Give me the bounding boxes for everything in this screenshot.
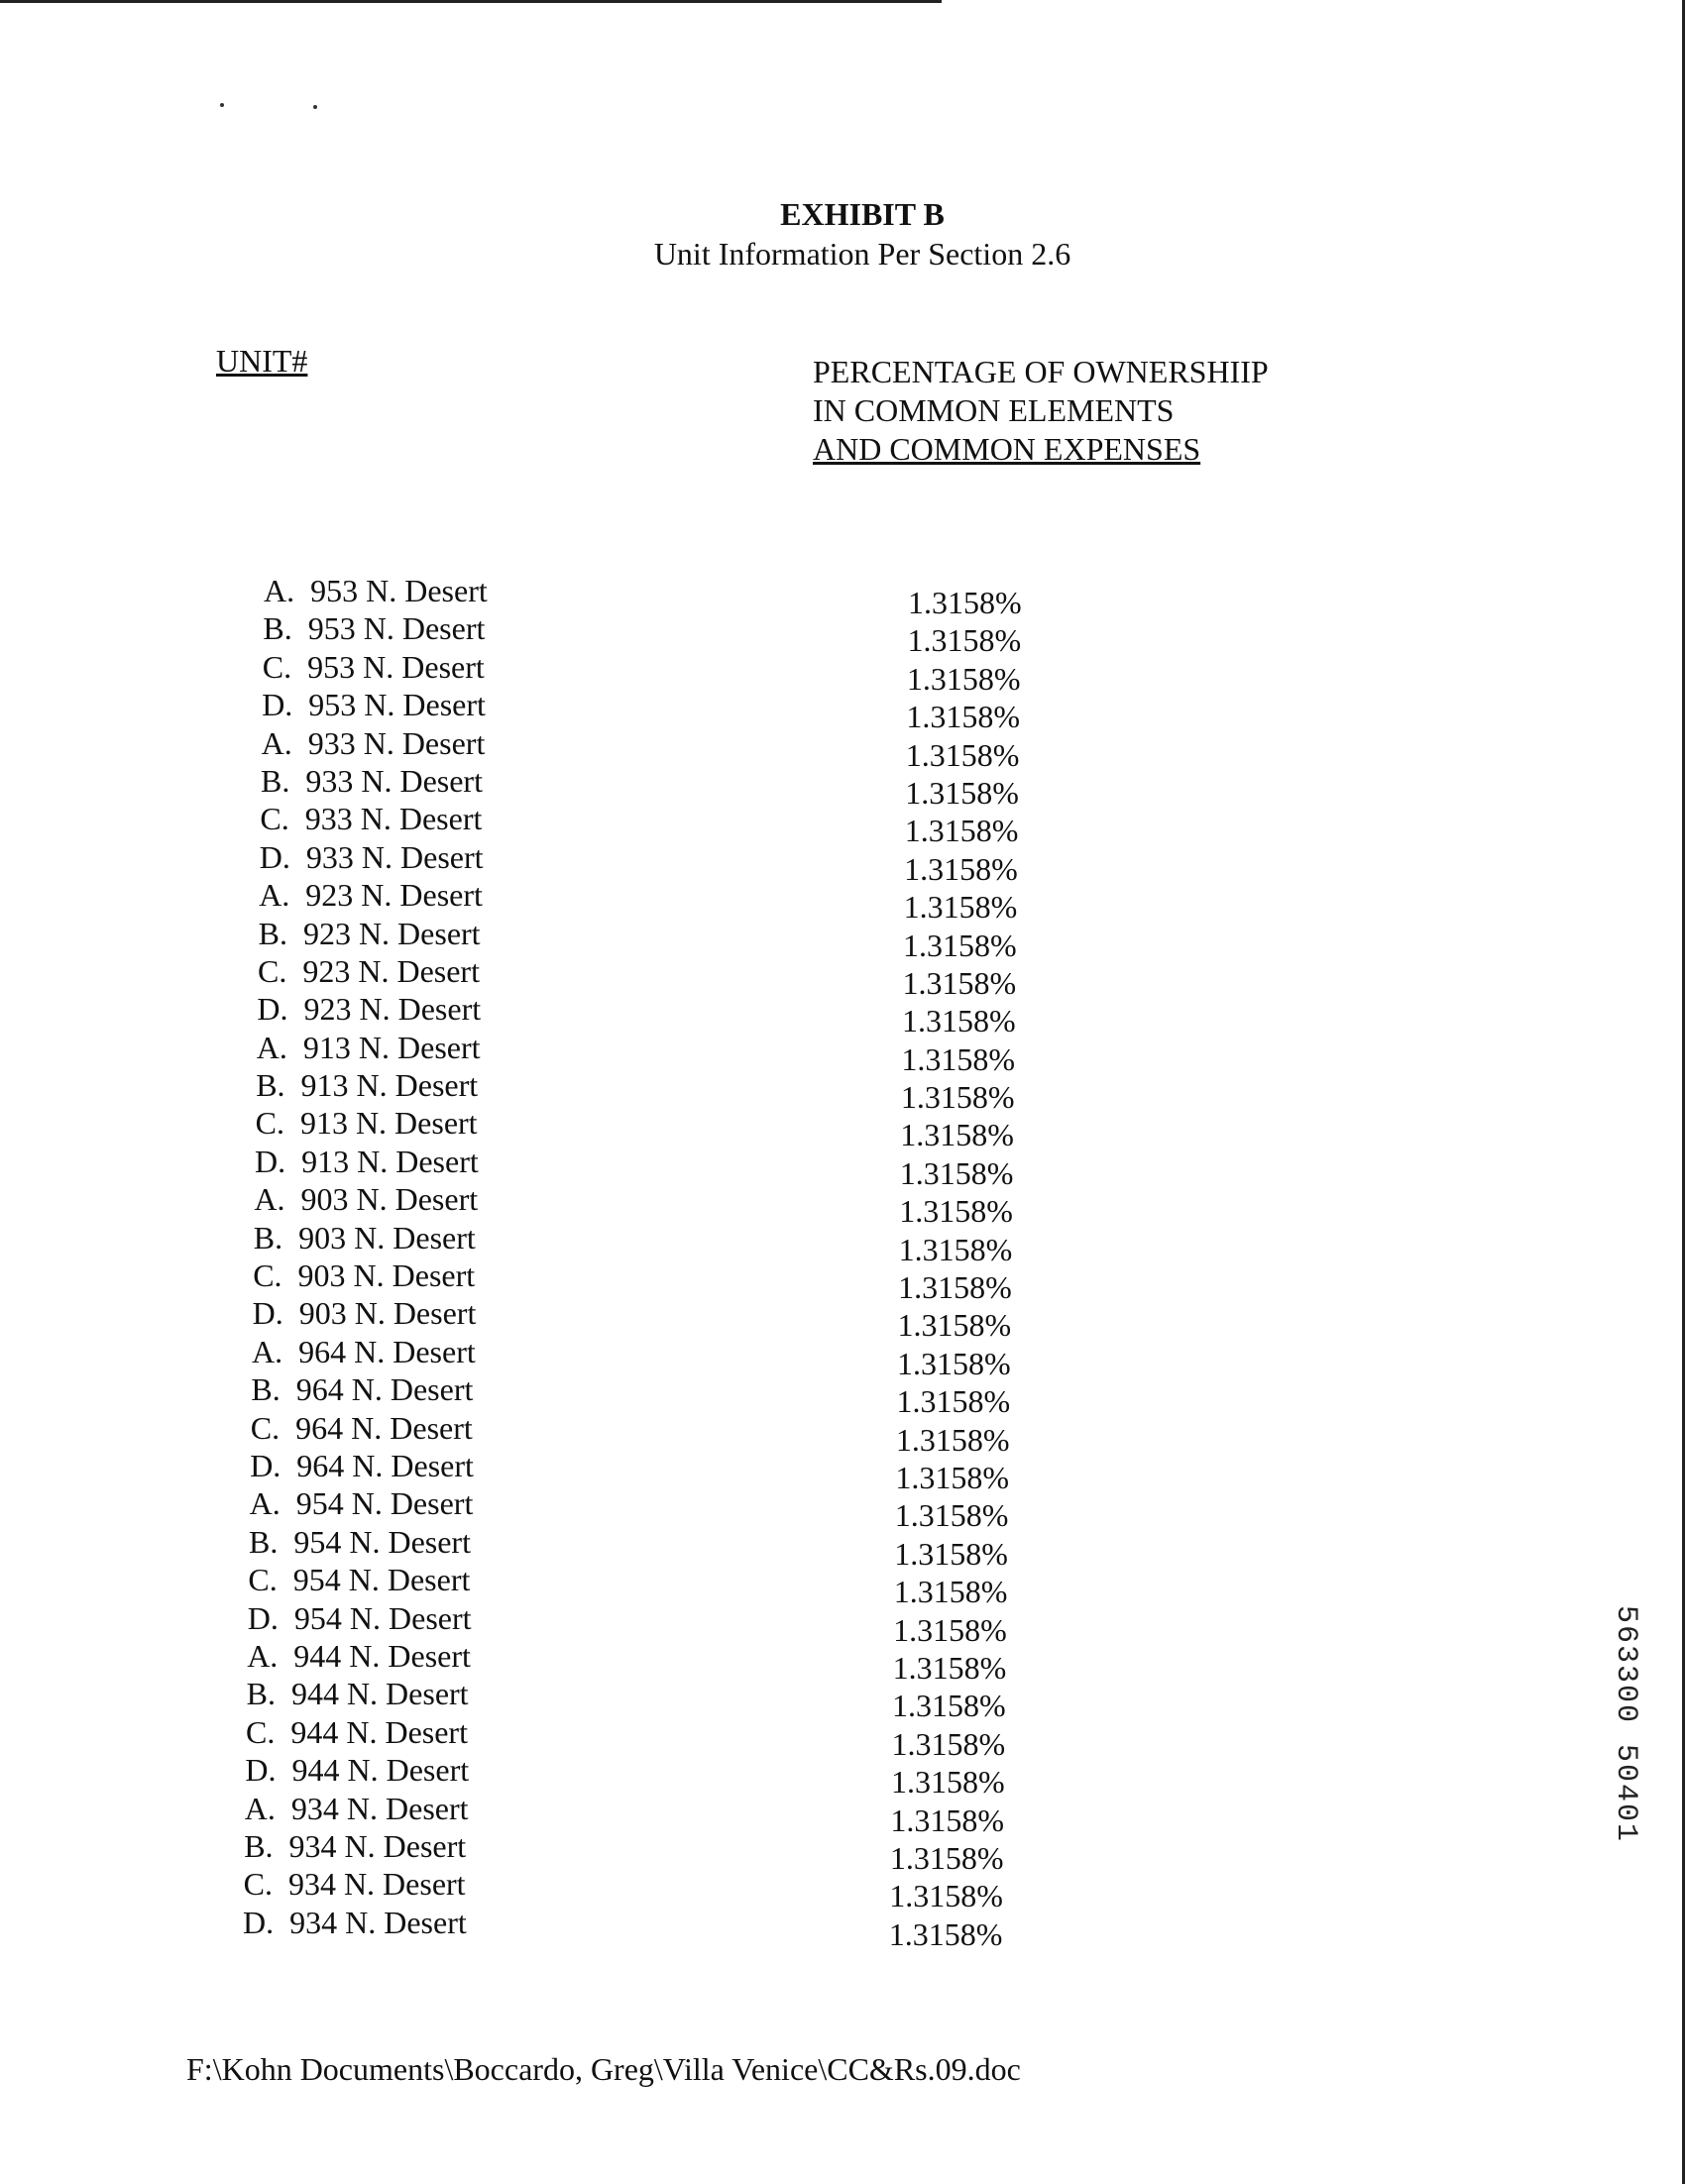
table-row	[0, 1181, 1687, 1230]
unit-list	[0, 573, 1687, 1952]
unit-address: C. 934 N. Desert	[243, 1866, 466, 1903]
unit-address: B. 934 N. Desert	[244, 1827, 467, 1864]
scan-speck	[220, 103, 224, 107]
percentage-header-line: PERCENTAGE OF OWNERSHIIP	[813, 354, 1269, 389]
ownership-percentage: 1.3158%	[895, 1421, 1010, 1458]
unit-address: A. 954 N. Desert	[249, 1485, 474, 1522]
ownership-percentage: 1.3158%	[899, 1193, 1013, 1230]
table-row	[0, 648, 1687, 697]
percentage-header-line: IN COMMON ELEMENTS	[813, 392, 1175, 428]
unit-address: B. 944 N. Desert	[246, 1676, 469, 1712]
ownership-percentage: 1.3158%	[906, 660, 1021, 697]
table-row	[0, 1637, 1687, 1686]
ownership-percentage: 1.3158%	[893, 1574, 1008, 1610]
ownership-percentage: 1.3158%	[892, 1688, 1006, 1724]
ownership-percentage: 1.3158%	[899, 1154, 1014, 1191]
table-row	[0, 1827, 1687, 1876]
ownership-percentage: 1.3158%	[894, 1497, 1009, 1534]
ownership-percentage: 1.3158%	[889, 1878, 1003, 1914]
table-row	[0, 762, 1687, 811]
unit-address: A. 934 N. Desert	[244, 1790, 469, 1826]
ownership-percentage: 1.3158%	[908, 585, 1022, 620]
unit-address: D. 903 N. Desert	[252, 1295, 477, 1332]
unit-address: D. 923 N. Desert	[257, 991, 482, 1028]
ownership-percentage: 1.3158%	[893, 1611, 1007, 1648]
ownership-percentage: 1.3158%	[898, 1231, 1013, 1267]
ownership-percentage: 1.3158%	[896, 1383, 1011, 1420]
ownership-percentage: 1.3158%	[889, 1839, 1004, 1876]
unit-address: B. 923 N. Desert	[258, 915, 481, 951]
table-row	[0, 1562, 1687, 1610]
unit-address: B. 913 N. Desert	[256, 1067, 479, 1104]
table-row	[0, 801, 1687, 849]
unit-address: C. 933 N. Desert	[260, 801, 483, 837]
unit-address: D. 913 N. Desert	[255, 1143, 479, 1179]
table-row	[0, 838, 1687, 887]
unit-address: D. 933 N. Desert	[259, 838, 484, 875]
unit-column-header: UNIT#	[216, 343, 308, 379]
table-row	[0, 1866, 1687, 1914]
unit-address: A. 913 N. Desert	[256, 1029, 481, 1065]
scan-speck	[313, 105, 317, 109]
unit-address: C. 953 N. Desert	[262, 648, 485, 685]
table-row	[0, 1904, 1687, 1952]
table-row	[0, 1523, 1687, 1572]
ownership-percentage: 1.3158%	[891, 1725, 1006, 1762]
unit-address: C. 923 N. Desert	[258, 952, 480, 989]
ownership-percentage: 1.3158%	[903, 927, 1017, 963]
ownership-percentage: 1.3158%	[902, 964, 1017, 1001]
table-row	[0, 1409, 1687, 1458]
percentage-column-header	[813, 353, 1269, 469]
unit-address: B. 953 N. Desert	[263, 610, 486, 647]
ownership-percentage: 1.3158%	[905, 736, 1020, 773]
unit-address: C. 964 N. Desert	[250, 1409, 473, 1446]
unit-address: B. 954 N. Desert	[249, 1523, 471, 1560]
table-row	[0, 1790, 1687, 1838]
unit-address: B. 964 N. Desert	[251, 1371, 474, 1408]
table-row	[0, 1257, 1687, 1306]
table-row	[0, 1295, 1687, 1344]
table-row	[0, 877, 1687, 926]
ownership-percentage: 1.3158%	[894, 1535, 1008, 1572]
ownership-percentage: 1.3158%	[888, 1915, 1003, 1952]
bates-number: 563300 50401	[1609, 1604, 1642, 1844]
ownership-percentage: 1.3158%	[892, 1649, 1007, 1686]
ownership-percentage: 1.3158%	[890, 1764, 1005, 1801]
table-row	[0, 1713, 1687, 1762]
table-row	[0, 1143, 1687, 1191]
table-row	[0, 1599, 1687, 1648]
ownership-percentage: 1.3158%	[900, 1117, 1014, 1153]
table-row	[0, 1219, 1687, 1267]
table-row	[0, 1067, 1687, 1116]
ownership-percentage: 1.3158%	[904, 813, 1019, 849]
ownership-percentage: 1.3158%	[904, 850, 1018, 887]
unit-address: B. 933 N. Desert	[261, 762, 483, 799]
ownership-percentage: 1.3158%	[895, 1459, 1009, 1495]
table-row	[0, 1676, 1687, 1724]
table-row	[0, 915, 1687, 963]
ownership-percentage: 1.3158%	[901, 1040, 1016, 1077]
unit-address: A. 964 N. Desert	[252, 1333, 476, 1369]
unit-address: C. 903 N. Desert	[253, 1257, 476, 1294]
table-row	[0, 1485, 1687, 1534]
ownership-percentage: 1.3158%	[897, 1345, 1011, 1381]
unit-address: D. 944 N. Desert	[245, 1752, 470, 1789]
percentage-header-line: AND COMMON EXPENSES	[813, 431, 1201, 467]
unit-address: A. 953 N. Desert	[264, 573, 488, 608]
ownership-percentage: 1.3158%	[897, 1307, 1012, 1344]
unit-address: D. 954 N. Desert	[247, 1599, 472, 1636]
table-row	[0, 1105, 1687, 1153]
unit-address: A. 933 N. Desert	[261, 724, 486, 761]
ownership-percentage: 1.3158%	[890, 1802, 1005, 1838]
exhibit-title: EXHIBIT B	[780, 196, 945, 232]
ownership-percentage: 1.3158%	[900, 1079, 1015, 1116]
unit-address: A. 944 N. Desert	[247, 1637, 471, 1674]
table-row	[0, 687, 1687, 735]
table-row	[0, 1333, 1687, 1381]
bates-stamp	[1586, 1595, 1665, 1853]
ownership-percentage: 1.3158%	[903, 889, 1018, 926]
unit-address: B. 903 N. Desert	[253, 1219, 476, 1256]
ownership-percentage: 1.3158%	[901, 1003, 1016, 1039]
ownership-percentage: 1.3158%	[907, 622, 1022, 659]
unit-address: D. 934 N. Desert	[243, 1904, 467, 1940]
footer-file-path: F:\Kohn Documents\Boccardo, Greg\Villa Venice\CC&Rs.09.doc	[186, 2051, 1021, 2087]
table-row	[0, 991, 1687, 1039]
unit-address: D. 953 N. Desert	[262, 687, 486, 723]
unit-address: C. 944 N. Desert	[246, 1713, 468, 1750]
unit-address: D. 964 N. Desert	[250, 1447, 474, 1483]
table-row	[0, 573, 1687, 620]
table-row	[0, 1447, 1687, 1495]
table-row	[0, 1752, 1687, 1801]
ownership-percentage: 1.3158%	[898, 1269, 1012, 1306]
ownership-percentage: 1.3158%	[906, 699, 1020, 735]
unit-address: A. 903 N. Desert	[254, 1181, 479, 1218]
exhibit-subtitle: Unit Information Per Section 2.6	[653, 236, 1071, 272]
unit-address: C. 913 N. Desert	[255, 1105, 478, 1142]
table-row	[0, 952, 1687, 1001]
table-row	[0, 724, 1687, 773]
table-row	[0, 610, 1687, 659]
unit-address: C. 954 N. Desert	[248, 1562, 471, 1598]
top-border-line	[0, 0, 942, 3]
table-row	[0, 1371, 1687, 1420]
ownership-percentage: 1.3158%	[905, 774, 1019, 811]
table-row	[0, 1029, 1687, 1077]
unit-address: A. 923 N. Desert	[259, 877, 483, 914]
